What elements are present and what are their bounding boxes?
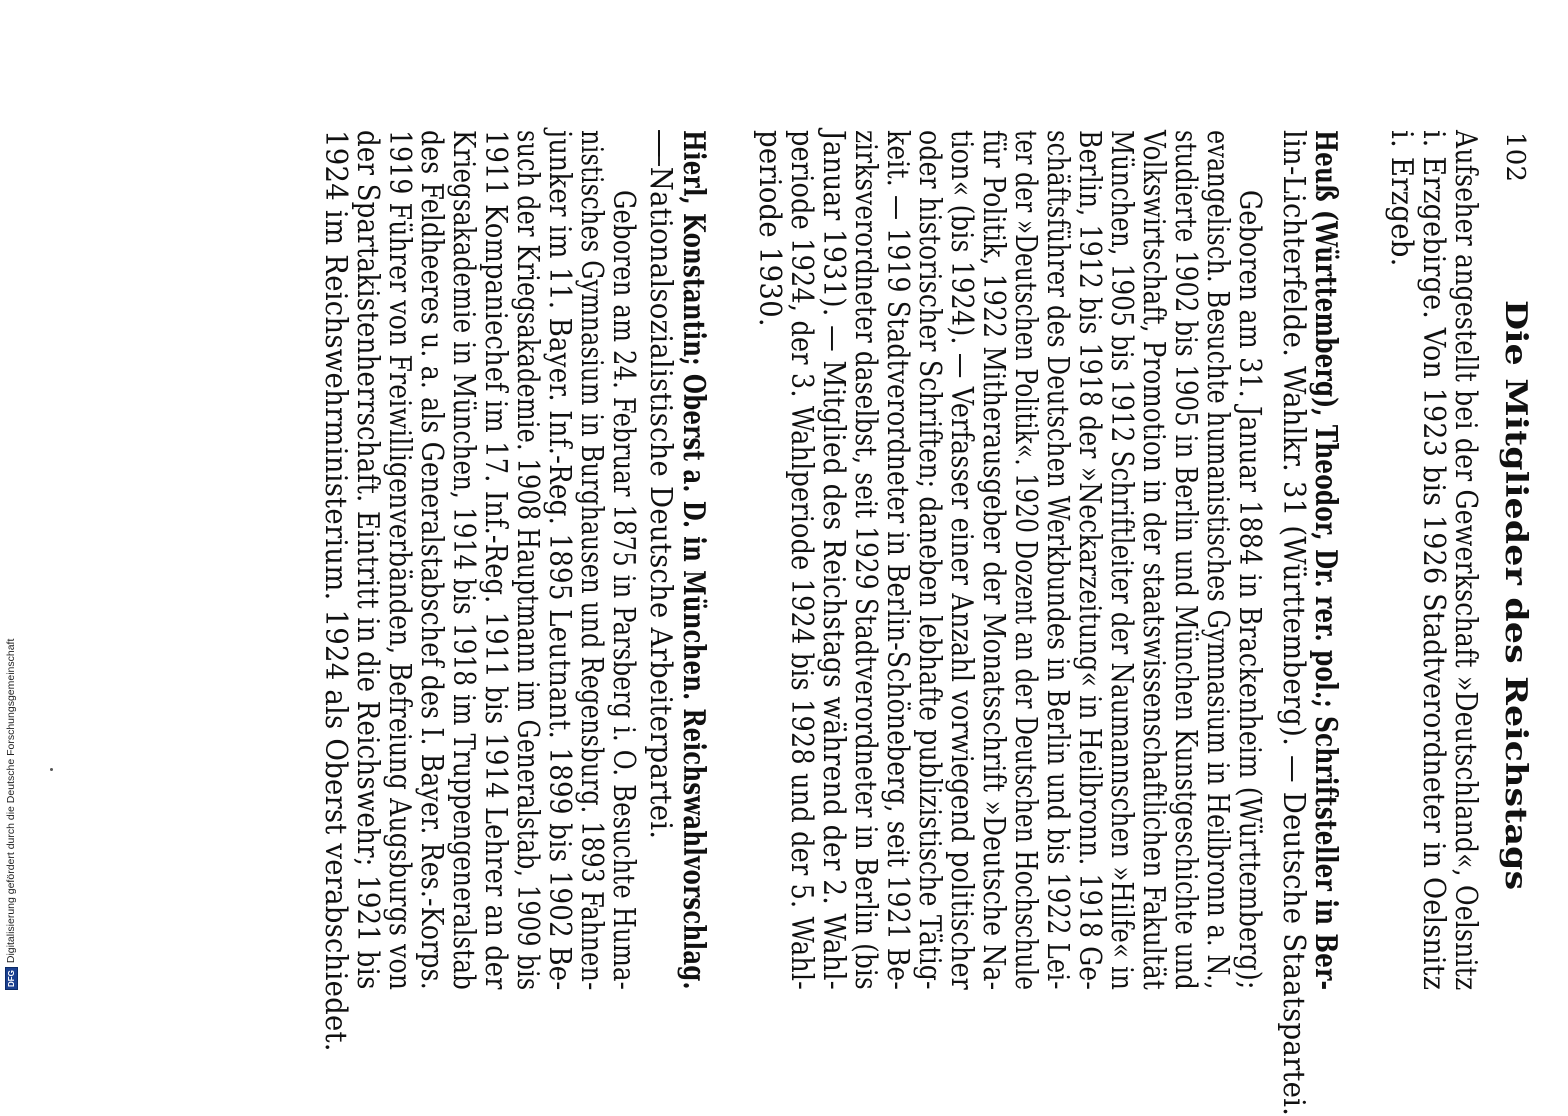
text-line: Geboren am 31. Januar 1884 in Brackenheim (Württemberg); [1232,190,1267,990]
text-line: Aufseher angestellt bei der Gewerkschaft »Deutschland«, Oelsnitz [1448,130,1483,991]
text-line: Geboren am 24. Februar 1875 in Parsberg i. O. Besuchte Huma- [606,190,641,990]
text-line: i. Erzgebirge. Von 1923 bis 1926 Stadtverordneter in Oelsnitz [1416,130,1451,991]
text-line: Kriegsakademie in München, 1914 bis 1918 im Truppengeneralstab [446,130,481,991]
text-line: zirksverordneter daselbst, seit 1929 Stadtverordneter in Berlin (bis [848,130,883,990]
text-line: nistisches Gymnasium in Burghausen und Regensburg. 1893 Fahnen- [574,130,609,991]
text-line: des Feldheeres u. a. als Generalstabschef des I. Bayer. Res.-Korps. [414,130,449,990]
text-line: 1924 im Reichswehrministerium. 1924 als Oberst verabschiedet. [318,130,353,1052]
running-title: Die Mitglieder des Reichstags [1498,300,1533,891]
digitization-credit [3,610,19,990]
text-line: Berlin, 1912 bis 1918 der »Neckarzeitung« in Heilbronn. 1918 Ge- [1072,130,1107,990]
text-line: München, 1905 bis 1912 Schriftleiter der Naumannschen »Hilfe« in [1104,130,1139,991]
text-line: für Politik, 1922 Mitherausgeber der Monatsschrift »Deutsche Na- [976,130,1011,991]
text-line: i. Erzgeb. [1384,130,1419,267]
text-line: 1919 Führer von Freiwilligenverbänden, Befreiung Augsburgs von [382,130,417,991]
text-line: periode 1930. [752,130,787,327]
dfg-logo: DFG [5,967,18,990]
text-line: keit. — 1919 Stadtverordneter in Berlin-Schöneberg, seit 1921 Be- [880,130,915,991]
text-line: Januar 1931). — Mitglied des Reichstags während der 2. Wahl- [816,130,851,990]
scan-speck [50,768,53,771]
text-line: der Spartakistenherrschaft. Eintritt in die Reichswehr; 1921 bis [350,130,385,990]
text-line: tion« (bis 1924). — Verfasser einer Anzahl vorwiegend politischer [944,130,979,990]
text-line: evangelisch. Besuchte humanistisches Gymnasium in Heilbronn a. N., [1200,130,1235,990]
text-line: lin-Lichterfelde. Wahlkr. 31 (Württemberg). — Deutsche Staatspartei. [1276,130,1311,1116]
text-line: oder historischer Schriften; daneben lebhafte publizistische Tätig- [912,130,947,990]
text-line: schäftsführer des Deutschen Werkbundes in Berlin und bis 1922 Lei- [1040,130,1075,990]
text-line: such der Kriegsakademie. 1908 Hauptmann im Generalstab, 1909 bis [510,130,545,991]
text-line: 1911 Kompaniechef im 17. Inf.-Reg. 1911 bis 1914 Lehrer an der [478,130,513,990]
text-line: studierte 1902 bis 1905 in Berlin und München Kunstgeschichte und [1168,130,1203,990]
text-line: Hierl, Konstantin; Oberst a. D. in München. Reichswahlvorschlag. [676,130,711,990]
text-line: ter der »Deutschen Politik«. 1920 Dozent an der Deutschen Hochschule [1008,130,1043,991]
text-line: junker im 11. Bayer. Inf.-Reg. 1895 Leutnant. 1899 bis 1902 Be- [542,130,577,991]
credit-text: Digitalisierung gefördert durch die Deutsche Forschungsgemeinschaft [5,638,17,964]
text-line: — Nationalsozialistische Deutsche Arbeiterpartei. [643,130,678,840]
page-number: 102 [1500,132,1530,183]
text-line: Heuß (Württemberg), Theodor, Dr. rer. pol.; Schriftsteller in Ber- [1308,130,1343,991]
text-line: periode 1924, der 3. Wahlperiode 1924 bis 1928 und der 5. Wahl- [784,130,819,990]
text-line: Volkswirtschaft, Promotion in der staatswissenschaftlichen Fakultät [1136,130,1171,990]
